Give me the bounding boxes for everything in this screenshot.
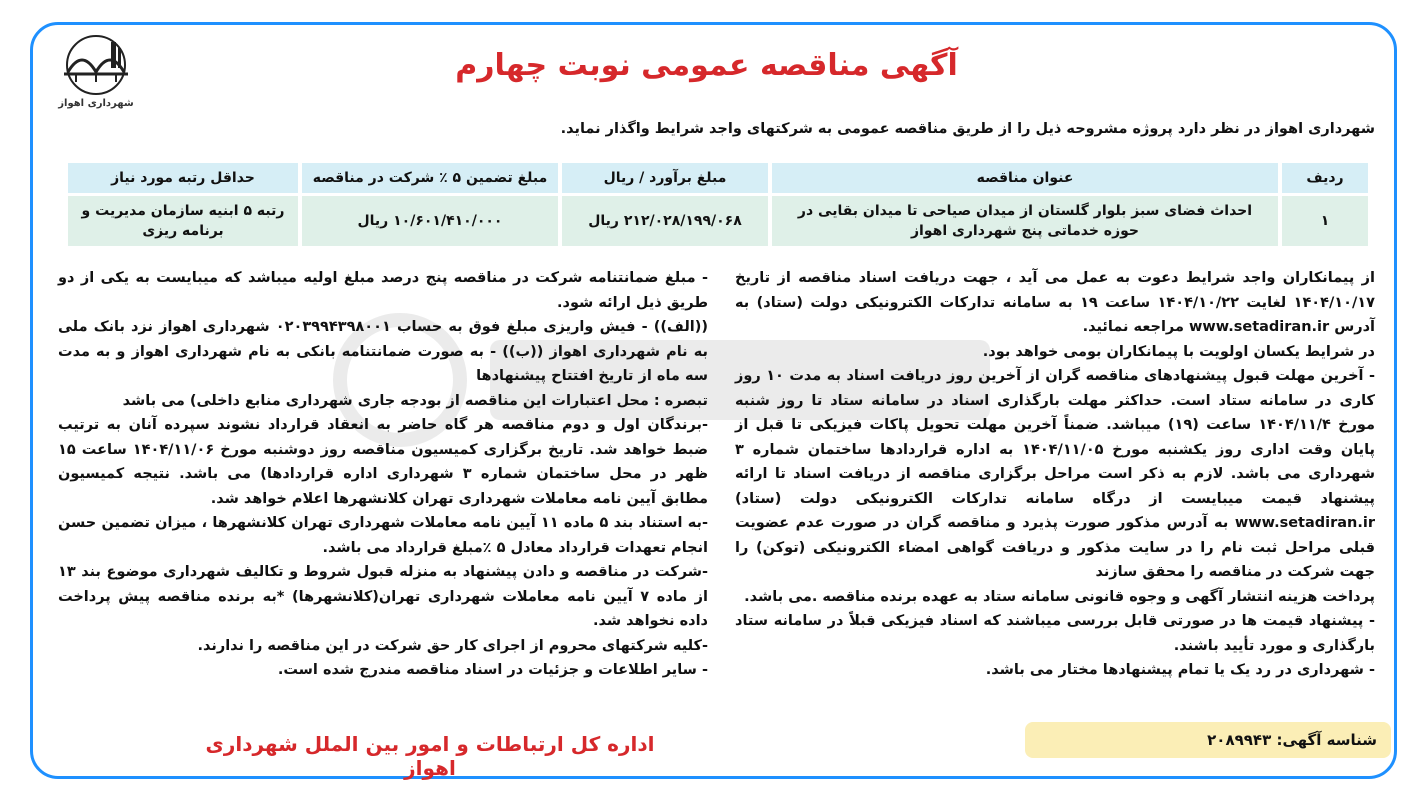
footer-signature: اداره کل ارتباطات و امور بین الملل شهرداری اهواز <box>205 732 655 780</box>
header-guarantee: مبلغ تضمین ۵ ٪ شرکت در مناقصه <box>302 163 558 193</box>
cell-guarantee: ۱۰/۶۰۱/۴۱۰/۰۰۰ ریال <box>302 196 558 246</box>
right-paragraph: - پیشنهاد قیمت ها در صورتی قابل بررسی میباشند که اسناد فیزیکی قبلاً در سامانه ستاد بارگذاری و مورد تأیید باشند. <box>735 613 1375 654</box>
left-paragraph: -برندگان اول و دوم مناقصه هر گاه حاضر به انعقاد قرارداد نشوند سپرده آنان به ترتیب ضبط خواهد شد. تاریخ برگزاری کمیسیون مناقصه روز دوشنبه مورخ ۱۴۰۴/۱۱/۰۶ ساعت ۱۵ ظهر در محل ساختمان شماره ۳ شهرداری اداره قراردادها) می باشد. نتیجه کمیسیون مطابق آیین نامه معاملات شهرداری تهران کلانشهرها اعلام خواهد شد. <box>58 417 708 507</box>
left-paragraph: - سایر اطلاعات و جزئیات در اسناد مناقصه مندرج شده است. <box>277 662 708 678</box>
left-paragraph: ((الف)) - فیش واریزی مبلغ فوق به حساب ۰۲۰۳۹۹۴۳۹۸۰۰۱ شهرداری اهواز نزد بانک ملی به نام شهرداری اهواز ((ب)) - به صورت ضمانتنامه بانکی به نام شهرداری اهواز و به مدت سه ماه از تاریخ افتتاح پیشنهادها <box>58 319 708 384</box>
left-column <box>58 266 708 683</box>
intro-text: شهرداری اهواز در نظر دارد پروژه مشروحه ذیل را از طریق مناقصه عمومی به شرکتهای واجد شرایط واگذار نماید. <box>560 121 1375 137</box>
cell-min-grade: رتبه ۵ ابنیه سازمان مدیریت و برنامه ریزی <box>68 196 298 246</box>
left-paragraph: -شرکت در مناقصه و دادن پیشنهاد به منزله قبول شروط و تکالیف شهرداری موضوع بند ۱۳ از ماده ۷ آیین نامه معاملات شهرداری تهران(کلانشهرها) *به برنده مناقصه پیش پرداخت داده نخواهد شد. <box>58 564 708 629</box>
cell-estimate: ۲۱۲/۰۲۸/۱۹۹/۰۶۸ ریال <box>562 196 768 246</box>
left-paragraph: تبصره : محل اعتبارات این مناقصه از بودجه جاری شهرداری منابع داخلی) می باشد <box>122 392 708 409</box>
left-paragraph: - مبلغ ضمانتنامه شرکت در مناقصه پنج درصد مبلغ اولیه میباشد که میبایست به یکی از دو طریق ذیل ارائه شود. <box>58 270 708 311</box>
left-paragraph: -به استناد بند ۵ ماده ۱۱ آیین نامه معاملات شهرداری تهران کلانشهرها ، میزان تضمین حسن انجام تعهدات قرارداد معادل ۵ ٪مبلغ قرارداد می باشد. <box>58 515 708 556</box>
ad-id-badge: شناسه آگهی: ۲۰۸۹۹۴۳ <box>1025 722 1391 758</box>
page-title: آگهی مناقصه عمومی نوبت چهارم <box>455 48 958 83</box>
cell-row-number: ۱ <box>1282 196 1368 246</box>
table-header-row <box>68 163 1368 193</box>
right-paragraph: - شهرداری در رد یک یا تمام پیشنهادها مختار می باشد. <box>985 662 1375 678</box>
tender-table <box>64 160 1372 249</box>
logo-caption: شهرداری اهواز <box>58 98 134 109</box>
right-column <box>735 266 1375 683</box>
table-row <box>68 196 1368 246</box>
header-min-grade: حداقل رتبه مورد نیاز <box>68 163 298 193</box>
left-paragraph: -کلیه شرکتهای محروم از اجرای کار حق شرکت در این مناقصه را ندارند. <box>197 637 708 654</box>
header-estimate: مبلغ برآورد / ریال <box>562 163 768 193</box>
cell-tender-title: احداث فضای سبز بلوار گلستان از میدان صیاحی تا میدان بقایی در حوزه خدماتی پنج شهرداری اهواز <box>772 196 1278 246</box>
right-paragraph: پرداخت هزینه انتشار آگهی و وجوه قانونی سامانه ستاد به عهده برنده مناقصه .می باشد. <box>744 588 1375 605</box>
right-paragraph: از پیمانکاران واجد شرایط دعوت به عمل می آید ، جهت دریافت اسناد مناقصه از تاریخ ۱۴۰۴/۱۰/۱۷ لغایت ۱۴۰۴/۱۰/۲۲ ساعت ۱۹ به سامانه تدارکات الکترونیکی دولت (ستاد) به آدرس www.setadiran.ir مراجعه نمائید. <box>735 270 1376 335</box>
right-paragraph: - آخرین مهلت قبول پیشنهادهای مناقصه گران از آخرین روز دریافت اسناد به مدت ۱۰ روز کاری در سامانه ستاد است. حداکثر مهلت بارگذاری اسناد در سامانه ستاد تا روز شنبه مورخ ۱۴۰۴/۱۱/۴ ساعت (۱۹) میباشد. ضمناً آخرین مهلت تحویل پاکات فیزیکی تا قبل از پایان وقت اداری روز یکشنبه مورخ ۱۴۰۴/۱۱/۰۵ به اداره قراردادها ساختمان شماره ۳ شهرداری می باشد. لازم به ذکر است مراحل برگزاری مناقصه از دریافت اسناد تا ارائه پیشنهاد قیمت میبایست از درگاه سامانه تدارکات الکترونیکی دولت (ستاد) www.setadiran.ir به آدرس مذکور صورت پذیرد و مناقصه گران در صورت عدم عضویت قبلی مراحل ثبت نام را در سایت مذکور و دریافت گواهی امضاء الکترونیکی (توکن) را جهت شرکت در مناقصه را محقق سازند <box>735 368 1375 580</box>
right-paragraph: در شرایط یکسان اولویت با پیمانکاران بومی خواهد بود. <box>982 343 1375 360</box>
header-row-number: ردیف <box>1282 163 1368 193</box>
header-tender-title: عنوان مناقصه <box>772 163 1278 193</box>
